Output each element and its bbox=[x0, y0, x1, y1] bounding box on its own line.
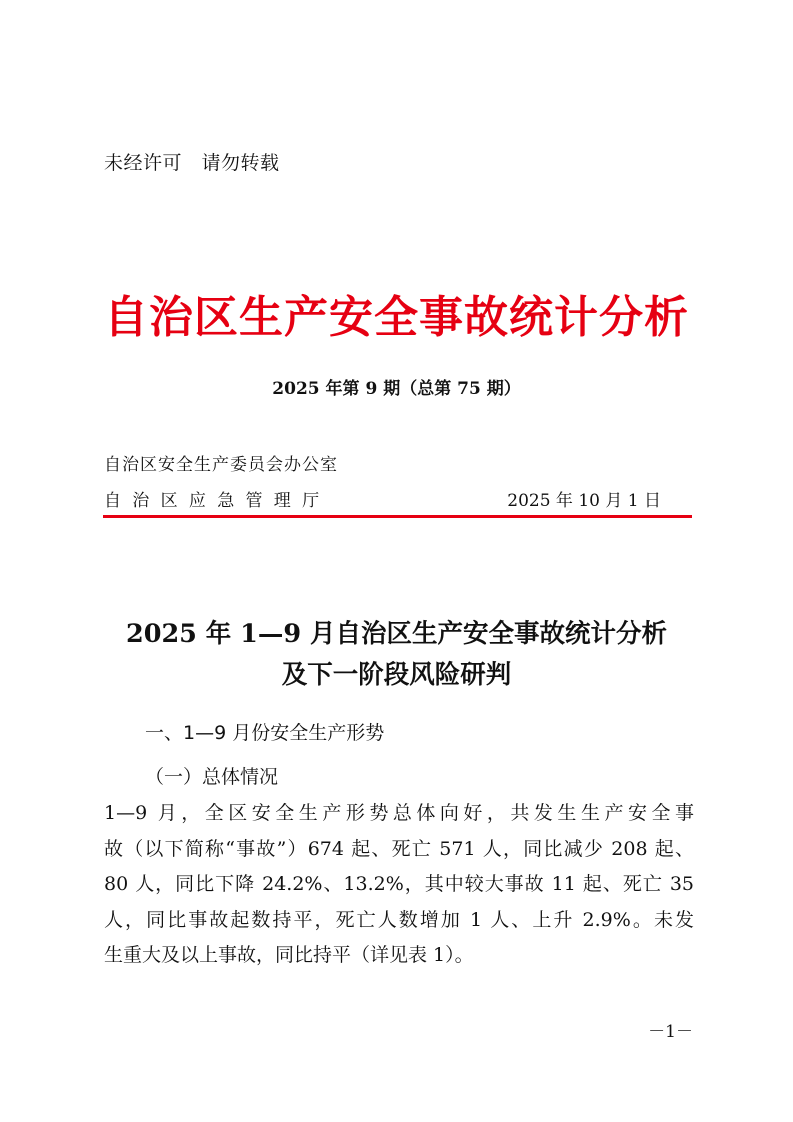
paragraph-line: 生重大及以上事故，同比持平（详见表 1）。 bbox=[104, 944, 474, 966]
document-title-line-1: 2025 年 1—9 月自治区生产安全事故统计分析 bbox=[125, 619, 668, 649]
paragraph-line: 人，同比事故起数持平，死亡人数增加 1 人、上升 2.9%。未发 bbox=[104, 908, 694, 931]
paragraph-line: 1—9 月，全区安全生产形势总体向好，共发生生产安全事 bbox=[104, 802, 694, 824]
subsection-heading: （一）总体情况 bbox=[145, 766, 279, 788]
body-paragraph bbox=[104, 796, 694, 974]
publication-date: 2025 年 10 月 1 日 bbox=[507, 491, 661, 511]
issuer-safety-committee: 自治区安全生产委员会办公室 bbox=[104, 455, 338, 475]
page-number: －1－ bbox=[648, 1022, 693, 1042]
document-title bbox=[0, 614, 793, 696]
red-divider-line bbox=[103, 515, 692, 518]
paragraph-line: 80 人，同比下降 24.2%、13.2%，其中较大事故 11 起、死亡 35 bbox=[104, 873, 694, 895]
section-heading: 一、1—9 月份安全生产形势 bbox=[145, 722, 385, 744]
document-title-line-2: 及下一阶段风险研判 bbox=[281, 660, 512, 690]
issuer-emergency-department: 自治区应急管理厅 bbox=[104, 491, 331, 511]
paragraph-line: 故（以下简称“事故”）674 起、死亡 571 人，同比减少 208 起、 bbox=[104, 837, 694, 860]
reprint-notice: 未经许可 请勿转载 bbox=[104, 152, 280, 174]
masthead-title: 自治区生产安全事故统计分析 bbox=[104, 292, 689, 343]
issue-number: 2025 年第 9 期（总第 75 期） bbox=[272, 379, 521, 399]
